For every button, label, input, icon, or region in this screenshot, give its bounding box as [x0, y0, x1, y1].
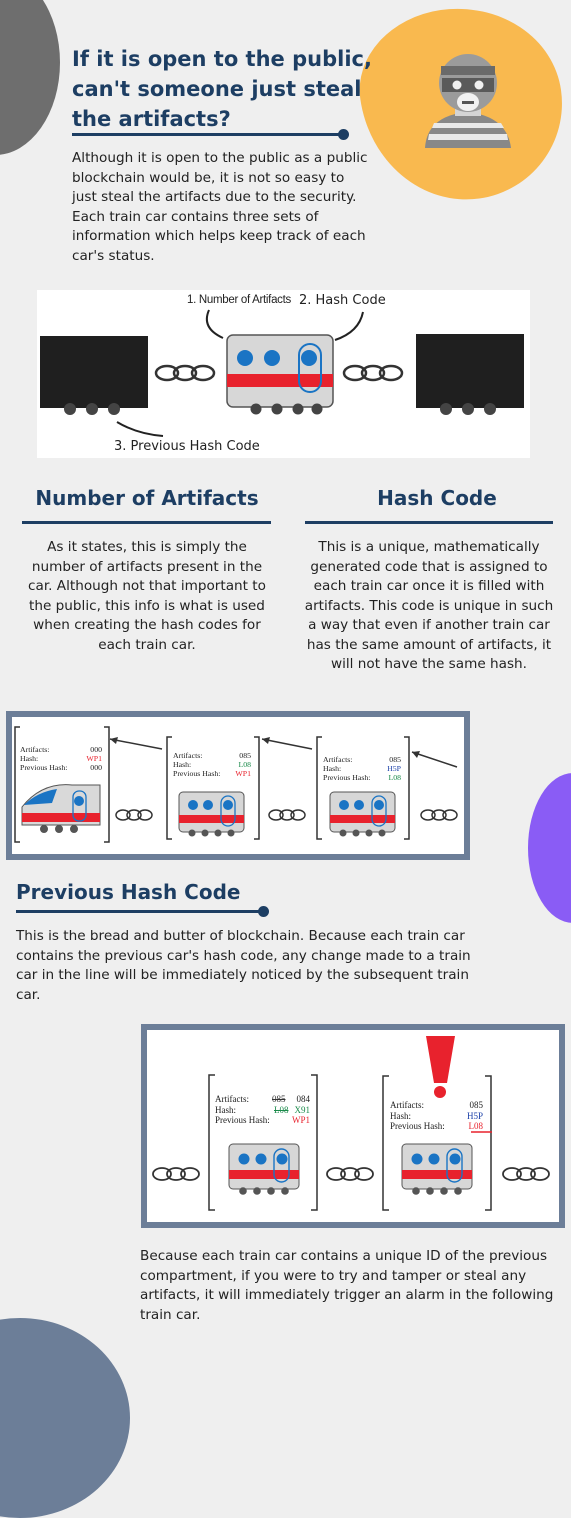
tampered-hash-old: L08	[274, 1104, 289, 1115]
card-3-artifacts-label: Artifacts:	[323, 755, 353, 764]
diagram-train-overview	[37, 290, 530, 458]
title-rule	[72, 133, 342, 136]
tampered-card-info	[215, 1094, 312, 1126]
card-3-prev-value: L08	[388, 773, 401, 782]
card-2-hash-value: L08	[238, 760, 251, 769]
card-2-hash-label: Hash:	[173, 760, 192, 769]
alarm-hash-label: Hash:	[390, 1110, 411, 1121]
page-title	[72, 44, 372, 134]
footer-text: Because each train car contains a unique ID of the previous compartment, if you were to try and tamper or steal any artifacts, it will immediately trigger an alarm in the following train car.	[140, 1248, 554, 1323]
alarm-artifacts-label: Artifacts:	[390, 1100, 424, 1110]
card-1-prev-value: 000	[90, 763, 102, 772]
card-1-hash-value: WP1	[86, 754, 102, 763]
title-line-3: the artifacts?	[72, 107, 231, 131]
card-3-hash-label: Hash:	[323, 764, 342, 773]
label-hash-code: 2. Hash Code	[299, 293, 386, 308]
rule-previous-hash-code	[16, 910, 263, 913]
alarm-prev-value: L08	[468, 1121, 483, 1131]
card-2-prev-label: Previous Hash:	[173, 769, 221, 778]
hash-chain-graphic	[12, 717, 464, 854]
diagram-tamper-alarm	[141, 1024, 565, 1228]
card-1-artifacts-label: Artifacts:	[20, 745, 50, 754]
tampered-artifacts-label: Artifacts:	[215, 1094, 249, 1104]
rule-hash-code	[305, 521, 553, 524]
tampered-artifacts-old: 085	[272, 1094, 286, 1104]
intro-text: Although it is open to the public as a public blockchain would be, it is not so easy to just steal the artifacts due to the security. Each train car contains three sets of information which helps keep track of each car's status.	[72, 150, 368, 264]
alarm-artifacts-value: 085	[469, 1100, 483, 1110]
card-1-hash-label: Hash:	[20, 754, 39, 763]
gray-blob-top-left	[0, 0, 60, 155]
label-number-of-artifacts: 1. Number of Artifacts	[187, 294, 291, 306]
title-line-1: If it is open to the public,	[72, 47, 372, 71]
title-rule-dot	[338, 129, 349, 140]
heading-hash-code: Hash Code	[377, 486, 497, 510]
card-3-info	[323, 755, 403, 782]
rule-number-of-artifacts	[22, 521, 271, 524]
label-previous-hash-code: 3. Previous Hash Code	[114, 439, 260, 454]
tampered-artifacts-value: 084	[296, 1094, 310, 1104]
tampered-prev-label: Previous Hash:	[215, 1115, 270, 1125]
thief-icon	[415, 38, 520, 150]
text-previous-hash-code: This is the bread and butter of blockchain. Because each train car contains the previous car's hash code, any change made to a train car in the line will be immediately noticed by the subsequent train car.	[16, 928, 471, 1003]
card-1-artifacts-value: 000	[90, 745, 102, 754]
card-3-prev-label: Previous Hash:	[323, 773, 371, 782]
alarm-prev-label: Previous Hash:	[390, 1121, 445, 1131]
card-2-prev-value: WP1	[235, 769, 251, 778]
title-line-2: can't someone just steal	[72, 77, 362, 101]
heading-number-of-artifacts: Number of Artifacts	[35, 486, 259, 510]
card-1-info	[20, 745, 104, 772]
diagram-hash-chain	[6, 711, 470, 860]
alarm-card-info	[390, 1100, 485, 1132]
alarm-hash-value: H5P	[466, 1110, 483, 1121]
card-2-artifacts-label: Artifacts:	[173, 751, 203, 760]
tampered-hash-label: Hash:	[215, 1104, 236, 1115]
card-2-info	[173, 751, 253, 778]
card-2-artifacts-value: 085	[239, 751, 251, 760]
rule-previous-hash-dot	[258, 906, 269, 917]
heading-previous-hash-code: Previous Hash Code	[16, 880, 241, 904]
slate-blob-bottom-left	[0, 1318, 130, 1518]
tampered-hash-value: X91	[294, 1104, 310, 1115]
text-number-of-artifacts: As it states, this is simply the number of artifacts present in the car. Although not that important to the public, this info is what is used when creating the hash codes for each train car.	[28, 539, 266, 653]
tampered-prev-value: WP1	[292, 1115, 310, 1125]
purple-blob	[528, 773, 571, 923]
train-overview-graphic	[37, 290, 530, 458]
tamper-alarm-graphic	[147, 1030, 559, 1222]
text-hash-code: This is a unique, mathematically generated code that is assigned to each train car once it is filled with artifacts. This code is unique in such a way that even if another train car has the same amount of artifacts, it will not have the same hash.	[304, 539, 554, 672]
card-3-hash-value: H5P	[387, 764, 401, 773]
card-1-prev-label: Previous Hash:	[20, 763, 68, 772]
card-3-artifacts-value: 085	[389, 755, 401, 764]
